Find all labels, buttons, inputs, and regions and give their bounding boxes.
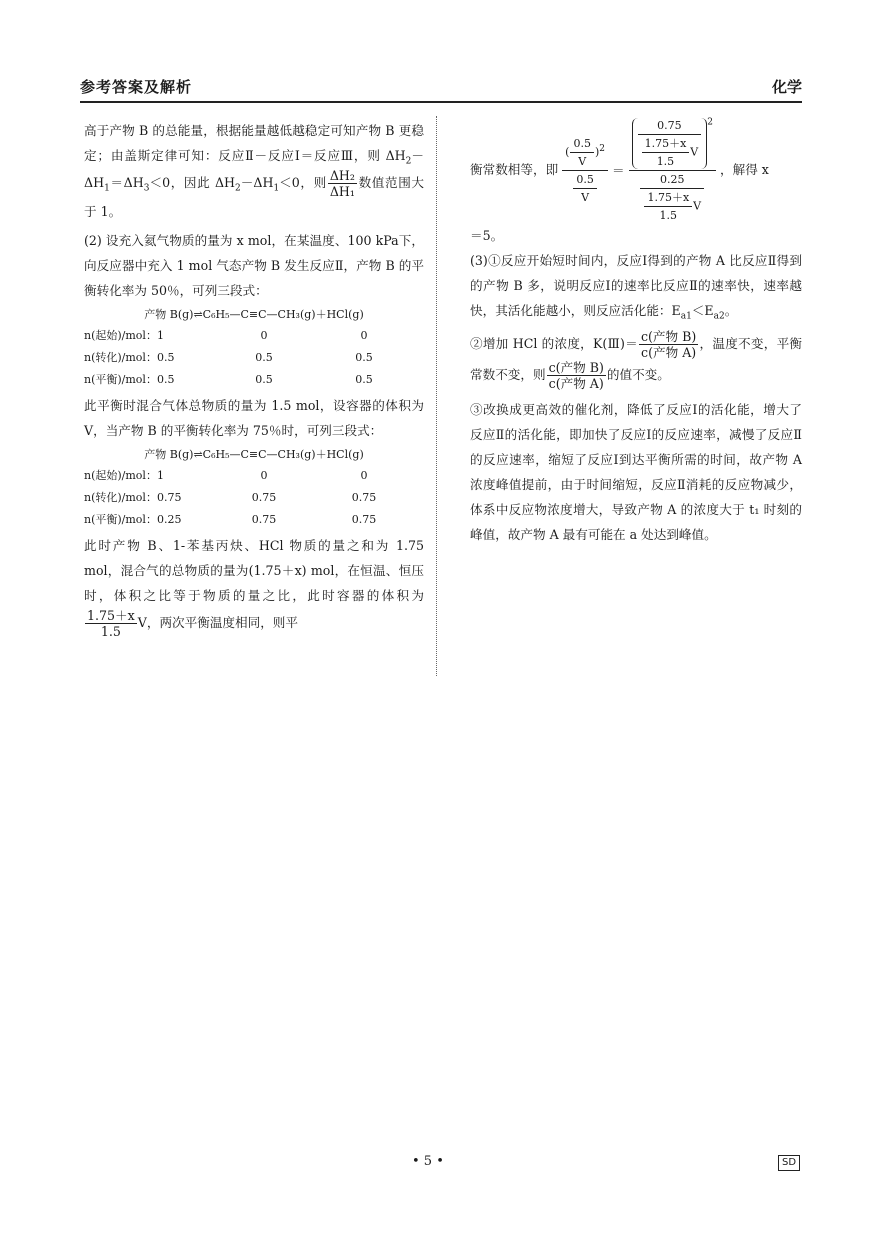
equation-2: 产物 B(g)⇌C₆H₅—C≡C—CH₃(g)＋HCl(g) [144,448,364,461]
paragraph-equilibrium: 衡常数相等，即 ( $\frac{0.5}{V}$ )$^2$ $\frac{0.5}{V}$ ＝ 0.75 $\frac{1.75+x}{1.5}$ V $^2$ 0.25 $\frac{1.75+x}{1.5}$ V ，解得 x [470,117,769,222]
table-row [84,325,414,347]
table-cell: n(转化)/mol：0.5 [84,351,175,364]
table-cell: n(转化)/mol：0.75 [84,491,182,504]
page-header [80,74,802,100]
table-cell: 0.75 [251,513,277,526]
three-step-table-2 [84,465,414,531]
paragraph-part3-2: ②增加 HCl 的浓度，K(Ⅲ)＝ $\frac{\text{c(产物 B)}}{\text{c(产物 A)}}$ ，温度不变，平衡常数不变，则 $\frac{\text{c(产物 B)}}{\text{c(产物 A)}}$ 的值不变。 [470,329,802,391]
paragraph-solution: ＝5。 [470,228,504,243]
header-subject: 化学 [771,78,802,96]
column-divider [436,116,437,676]
table-cell: 0 [360,469,368,482]
table-cell: 0.5 [255,351,273,364]
header-rule [80,101,802,103]
page-number: • 5 • [412,1154,444,1169]
paragraph-part3-3: ③改换成更高效的催化剂，降低了反应Ⅰ的活化能，增大了反应Ⅱ的活化能，即加快了反应Ⅰ的反应速率，减慢了反应Ⅱ的反应速率，缩短了反应Ⅰ到达平衡所需的时间，故产物 A 浓度峰值提前，由于时间缩短，反应Ⅱ消耗的反应物减少，体系中反应物浓度增大，导致产物 A 的浓度大于 t₁ 时刻的峰值，故产物 A 最有可能在 a 处达到峰值。 [470,402,802,542]
paragraph-energy: 高于产物 B 的总能量，根据能量越低越稳定可知产物 B 更稳定；由盖斯定律可知：反应Ⅱ－反应Ⅰ＝反应Ⅲ，则 $\Delta H_2-\Delta H_1=\Delta H_3<0$，因此 $\Delta H_2-\Delta H_1<0$，则 $\frac{\text{ΔH₂}}{\text{ΔH₁}}$ 数值范围大于 1。 [84,123,425,219]
paragraph-part3-1: (3)①反应开始短时间内，反应Ⅰ得到的产物 A 比反应Ⅱ得到的产物 B 多，说明反应Ⅰ的速率比反应Ⅱ的速率快，速率越快，其活化能越小，则反应活化能：$E_{a1}<E_{a2}$。 [470,253,802,322]
table-row [84,369,414,391]
table-cell: 0 [260,469,268,482]
table-cell: 0.75 [251,491,277,504]
header-title: 参考答案及解析 [80,78,193,96]
table-cell: n(起始)/mol：1 [84,329,164,342]
three-step-table-1 [84,325,414,391]
table-cell: n(起始)/mol：1 [84,469,164,482]
table-cell: n(平衡)/mol：0.5 [84,373,175,386]
left-column [84,118,424,639]
rhs-fraction: 0.75 $\frac{1.75+x}{1.5}$ V $^2$ 0.25 $\frac{1.75+x}{1.5}$ V [629,118,716,223]
ratio-fraction: $\frac{\text{ΔH₂}}{\text{ΔH₁}}$ [329,168,355,199]
table-cell: 0.5 [355,351,373,364]
lhs-fraction: ( $\frac{0.5}{V}$ )$^2$ $\frac{0.5}{V}$ [562,136,608,205]
table-cell: 0 [260,329,268,342]
right-column [470,118,802,547]
table-row [84,509,414,531]
table-cell: 0.5 [255,373,273,386]
table-row [84,347,414,369]
paragraph-part2: (2) 设充入氦气物质的量为 x mol，在某温度、100 kPa下，向反应器中充入 1 mol 气态产物 B 发生反应Ⅱ，产物 B 的平衡转化率为 50％，可列三段式： [84,233,424,298]
table-cell: 0.5 [355,373,373,386]
equilibrium-equation: ( $\frac{0.5}{V}$ )$^2$ $\frac{0.5}{V}$ ＝ 0.75 $\frac{1.75+x}{1.5}$ V $^2$ 0.25 $\frac{1.75+x}{1.5}$ V [562,118,716,223]
table-cell: 0.75 [351,513,377,526]
region-badge: SD [778,1155,800,1171]
table-cell: 0 [360,329,368,342]
table-cell: 0.75 [351,491,377,504]
volume-fraction: $\frac{1.75+x}{1.5}$ [87,608,135,639]
paragraph-total-moles: 此平衡时混合气体总物质的量为 1.5 mol，设容器的体积为 V，当产物 B 的平衡转化率为 75％时，可列三段式： [84,398,424,438]
table-cell: n(平衡)/mol：0.25 [84,513,182,526]
equation-1: 产物 B(g)⇌C₆H₅—C≡C—CH₃(g)＋HCl(g) [144,308,364,321]
table-row [84,465,414,487]
paragraph-volume: 此时产物 B、1-苯基丙炔、HCl 物质的量之和为 1.75 mol，混合气的总物质的量为(1.75＋x) mol，在恒温、恒压时，体积之比等于物质的量之比，此时容器的体积为 $\frac{1.75+x}{1.5}$ V，两次平衡温度相同，则平 [84,538,424,639]
table-row [84,487,414,509]
